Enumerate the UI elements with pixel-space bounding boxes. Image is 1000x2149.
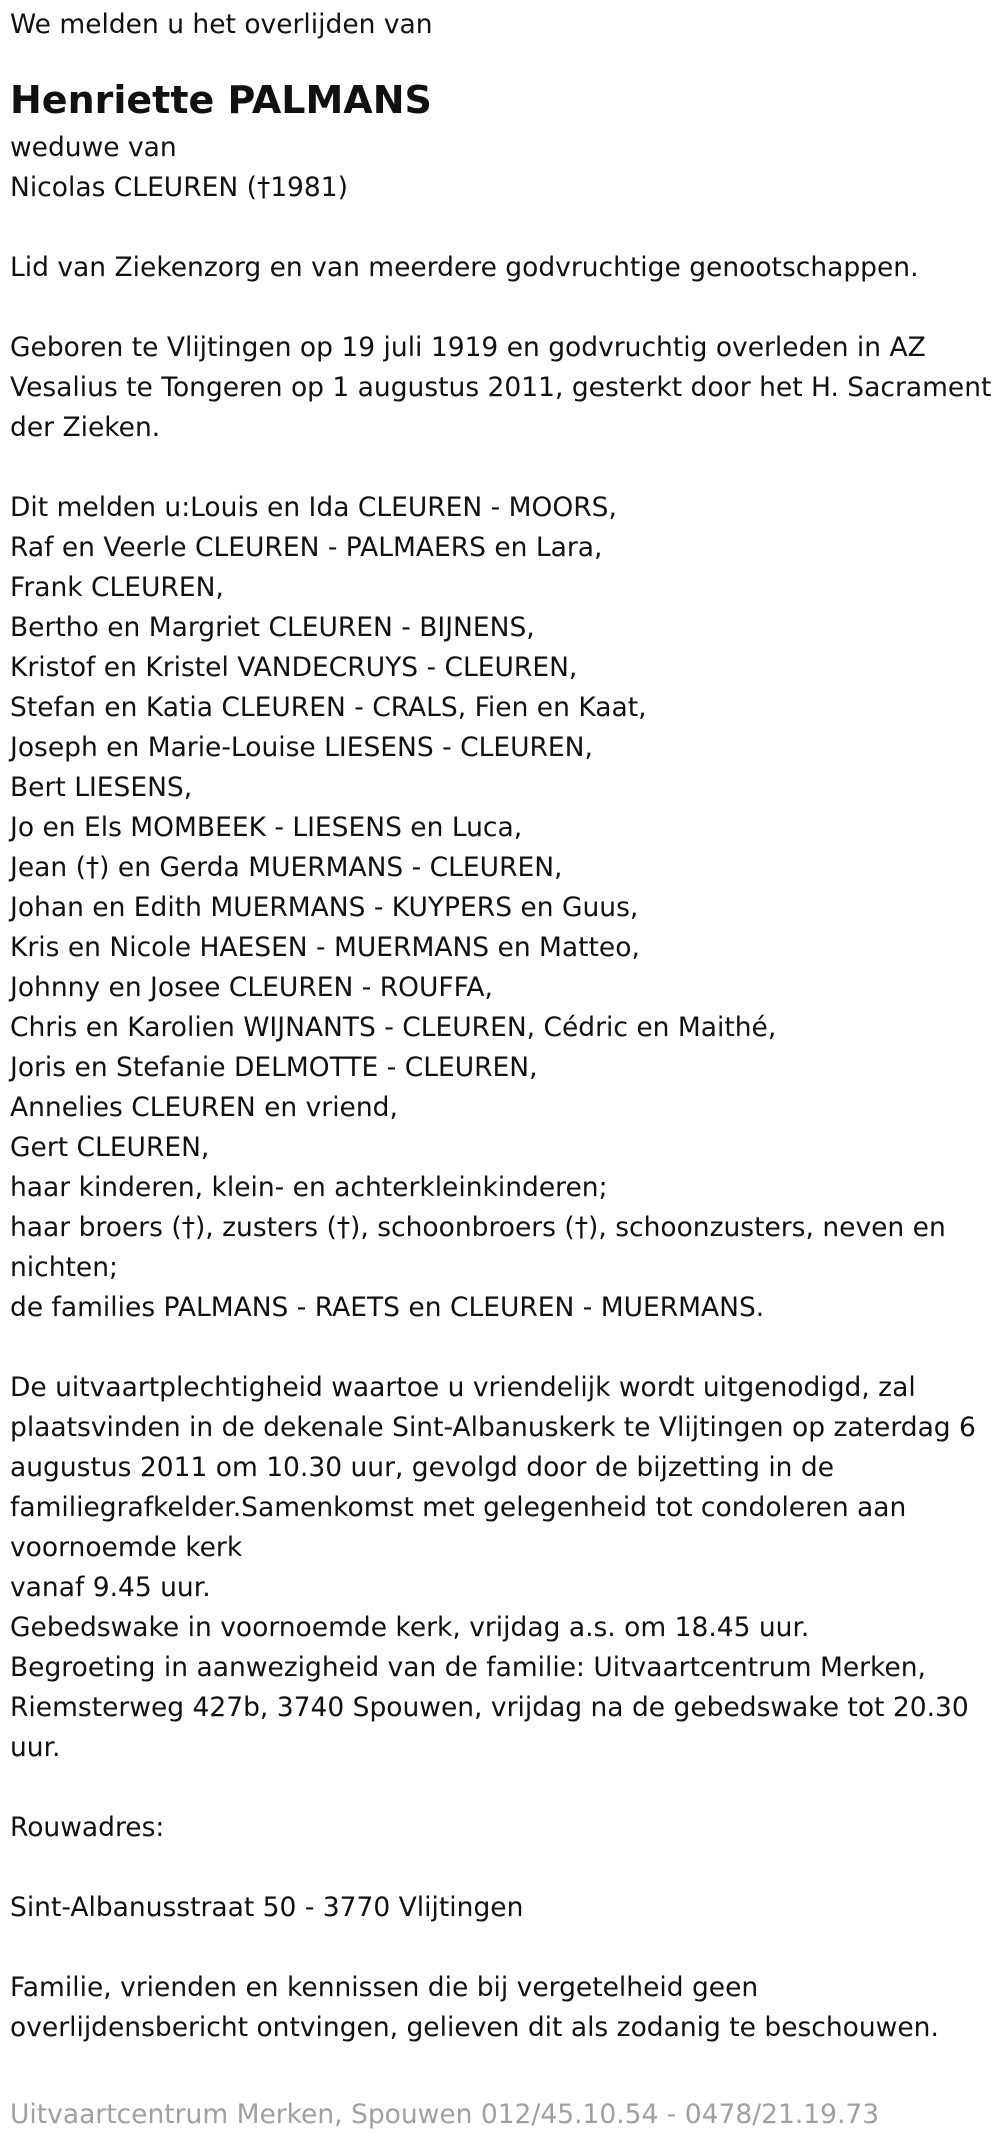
family-line: Bertho en Margriet CLEUREN - BIJNENS, — [10, 612, 535, 643]
membership-text: Lid van Ziekenzorg en van meerdere godvruchtige genootschappen. — [10, 252, 919, 283]
mourning-address-label: Rouwadres: — [10, 1812, 165, 1843]
family-line: Chris en Karolien WIJNANTS - CLEUREN, Cédric en Maithé, — [10, 1012, 777, 1043]
family-line: Johnny en Josee CLEUREN - ROUFFA, — [10, 972, 493, 1003]
family-line: Jean (†) en Gerda MUERMANS - CLEUREN, — [10, 852, 563, 883]
closing-note: Familie, vrienden en kennissen die bij vergetelheid geen overlijdensbericht ontvingen, gelieven dit als zodanig te beschouwen. — [10, 1972, 939, 2043]
family-list — [10, 488, 995, 1328]
spouse-name: Nicolas CLEUREN (†1981) — [10, 172, 348, 203]
relation-text: weduwe van — [10, 132, 177, 163]
family-line: Kris en Nicole HAESEN - MUERMANS en Matteo, — [10, 932, 640, 963]
family-line: Joris en Stefanie DELMOTTE - CLEUREN, — [10, 1052, 538, 1083]
funeral-home-footer: Uitvaartcentrum Merken, Spouwen 012/45.10.54 - 0478/21.19.73 — [10, 2099, 880, 2130]
intro-text: We melden u het overlijden van — [10, 9, 433, 40]
mourning-address: Sint-Albanusstraat 50 - 3770 Vlijtingen — [10, 1892, 524, 1923]
family-line: Gert CLEUREN, — [10, 1132, 210, 1163]
family-line: de families PALMANS - RAETS en CLEUREN - MUERMANS. — [10, 1292, 765, 1323]
family-line: Frank CLEUREN, — [10, 572, 224, 603]
family-line: Johan en Edith MUERMANS - KUYPERS en Guus, — [10, 892, 639, 923]
deceased-name: Henriette PALMANS — [10, 78, 432, 122]
family-line: Dit melden u:Louis en Ida CLEUREN - MOORS, — [10, 492, 617, 523]
ceremony-text: De uitvaartplechtigheid waartoe u vriendelijk wordt uitgenodigd, zal plaatsvinden in de dekenale Sint-Albanuskerk te Vlijtingen op zaterdag 6 augustus 2011 om 10.30 uur, gevolgd door de bijzetting in de familiegrafkelder.Samenkomst met gelegenheid tot condoleren aan voornoemde kerk — [10, 1372, 976, 1563]
from-time-text: vanaf 9.45 uur. — [10, 1572, 211, 1603]
obituary-notice — [10, 0, 995, 2048]
family-line: Joseph en Marie-Louise LIESENS - CLEUREN, — [10, 732, 593, 763]
family-line: Annelies CLEUREN en vriend, — [10, 1092, 398, 1123]
family-line: Kristof en Kristel VANDECRUYS - CLEUREN, — [10, 652, 578, 683]
funeral-details — [10, 1368, 995, 1768]
family-line: Jo en Els MOMBEEK - LIESENS en Luca, — [10, 812, 523, 843]
family-line: haar kinderen, klein- en achterkleinkinderen; — [10, 1172, 608, 1203]
family-line: Bert LIESENS, — [10, 772, 193, 803]
birth-death-text: Geboren te Vlijtingen op 19 juli 1919 en godvruchtig overleden in AZ Vesalius te Tongeren op 1 augustus 2011, gesterkt door het H. Sacrament der Zieken. — [10, 332, 992, 443]
family-line: haar broers (†), zusters (†), schoonbroers (†), schoonzusters, neven en nichten; — [10, 1212, 946, 1283]
family-line: Raf en Veerle CLEUREN - PALMAERS en Lara, — [10, 532, 603, 563]
wake-text: Gebedswake in voornoemde kerk, vrijdag a.s. om 18.45 uur. — [10, 1612, 810, 1643]
greeting-text: Begroeting in aanwezigheid van de familie: Uitvaartcentrum Merken, Riemsterweg 427b, 3740 Spouwen, vrijdag na de gebedswake tot 20.30 uur. — [10, 1652, 969, 1763]
family-line: Stefan en Katia CLEUREN - CRALS, Fien en Kaat, — [10, 692, 647, 723]
